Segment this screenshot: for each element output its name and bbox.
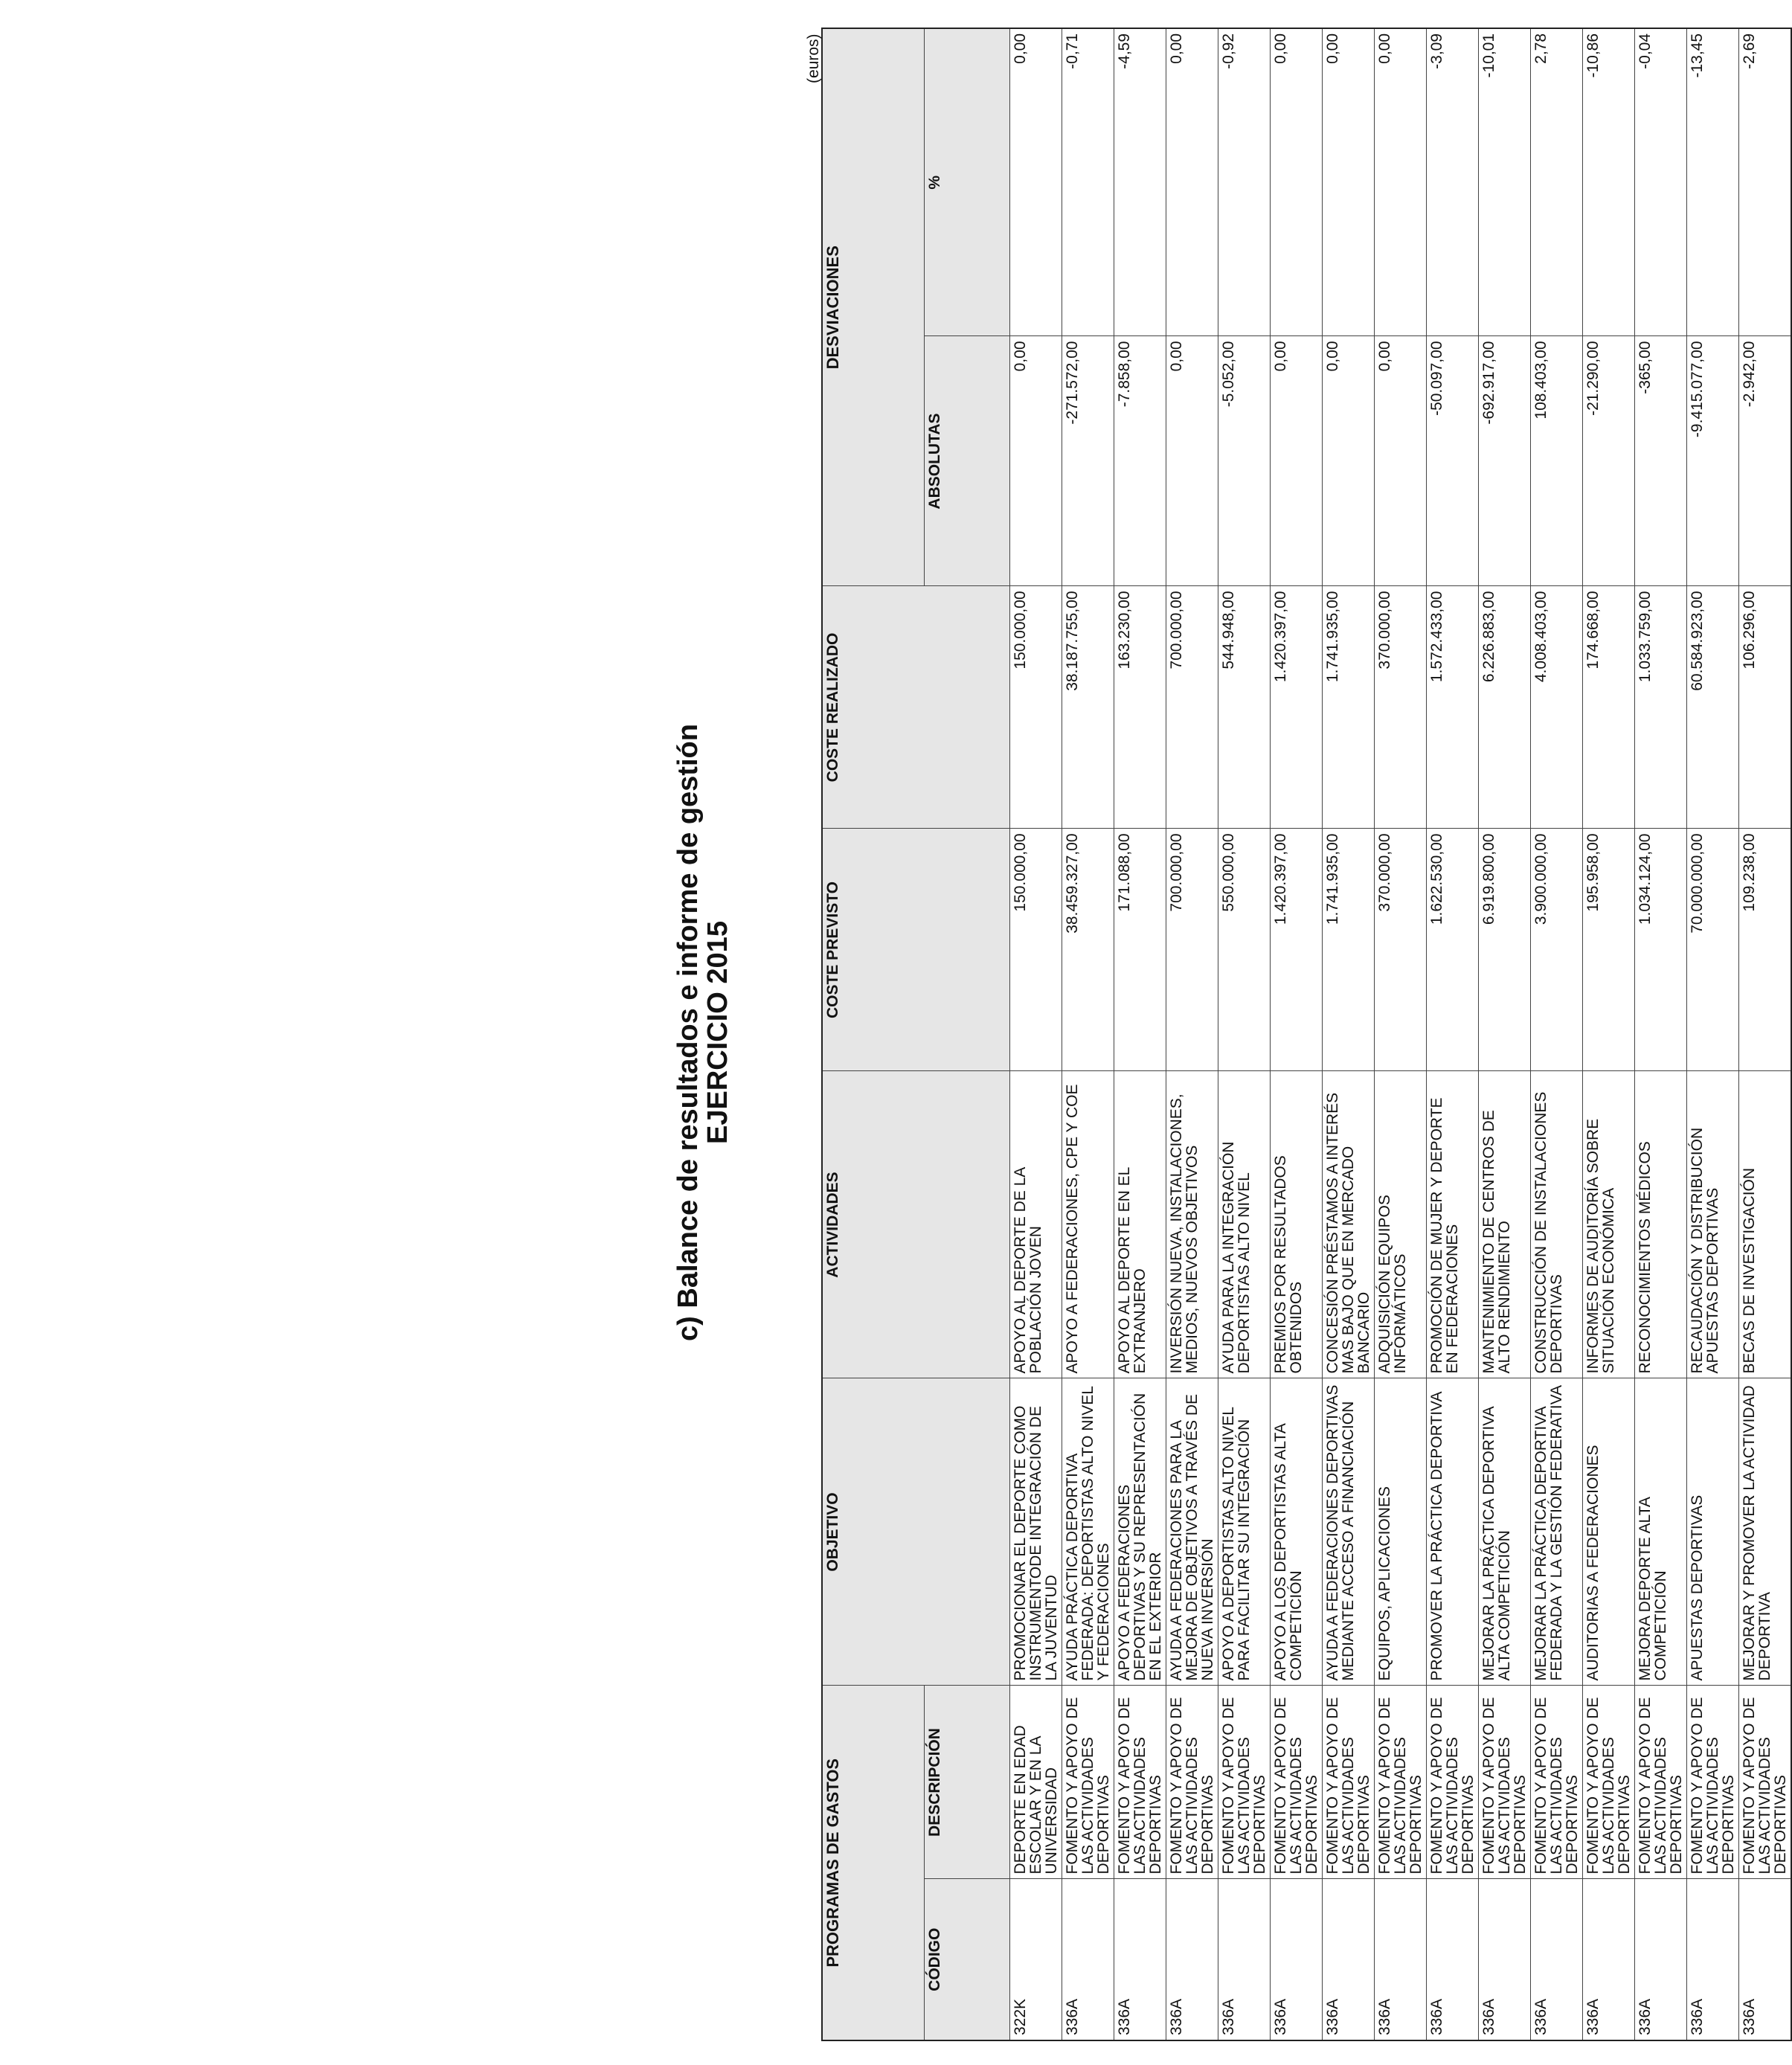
cell-descripcion: FOMENTO Y APOYO DE LAS ACTIVIDADES DEPORTIVAS	[1166, 1686, 1218, 1879]
cell-coste-previsto: 70.000.000,00	[1687, 829, 1739, 1071]
cell-coste-previsto: 109.238,00	[1739, 829, 1792, 1071]
cell-objetivo: AYUDA A FEDERACIONES DEPORTIVAS MEDIANTE ACCESO A FINANCIACIÓN	[1323, 1378, 1375, 1686]
cell-actividades: INVERSIÓN NUEVA, INSTALACIONES, MEDIOS, NUEVOS OBJETIVOS	[1166, 1071, 1218, 1378]
cell-objetivo: EQUIPOS, APLICACIONES	[1375, 1378, 1427, 1686]
table-row	[1583, 28, 1635, 2040]
cell-actividades: PREMIOS POR RESULTADOS OBTENIDOS	[1271, 1071, 1323, 1378]
header-porcentaje: %	[925, 28, 1010, 336]
cell-coste-realizado: 4.008.403,00	[1531, 586, 1583, 829]
table-row	[1062, 28, 1114, 2040]
cell-porcentaje: -4,59	[1114, 28, 1166, 336]
cell-coste-realizado: 163.230,00	[1114, 586, 1166, 829]
cell-codigo: 336A	[1375, 1879, 1427, 2040]
cell-absolutas: -50.097,00	[1427, 336, 1479, 586]
cell-descripcion: FOMENTO Y APOYO DE LAS ACTIVIDADES DEPORTIVAS	[1531, 1686, 1583, 1879]
table-row	[1166, 28, 1218, 2040]
cell-coste-previsto: 171.088,00	[1114, 829, 1166, 1071]
cell-absolutas: 0,00	[1323, 336, 1375, 586]
table-header	[822, 28, 1010, 2040]
cell-porcentaje: -0,92	[1218, 28, 1271, 336]
cell-absolutas: -21.290,00	[1583, 336, 1635, 586]
cell-coste-previsto: 6.919.800,00	[1479, 829, 1531, 1071]
cell-coste-realizado: 6.226.883,00	[1479, 586, 1531, 829]
cell-descripcion: FOMENTO Y APOYO DE LAS ACTIVIDADES DEPORTIVAS	[1271, 1686, 1323, 1879]
cell-objetivo: MEJORA DEPORTE ALTA COMPETICIÓN	[1635, 1378, 1687, 1686]
table-row	[1218, 28, 1271, 2040]
cell-porcentaje: -10,01	[1479, 28, 1531, 336]
cell-coste-realizado: 60.584.923,00	[1687, 586, 1739, 829]
cell-actividades: RECONOCIMIENTOS MÉDICOS	[1635, 1071, 1687, 1378]
cell-objetivo: APUESTAS DEPORTIVAS	[1687, 1378, 1739, 1686]
cell-descripcion: FOMENTO Y APOYO DE LAS ACTIVIDADES DEPORTIVAS	[1427, 1686, 1479, 1879]
cell-porcentaje: -10,86	[1583, 28, 1635, 336]
cell-codigo: 336A	[1271, 1879, 1323, 2040]
header-coste-realizado: COSTE REALIZADO	[822, 586, 1010, 829]
cell-coste-realizado: 1.033.759,00	[1635, 586, 1687, 829]
cell-actividades: APOYO A FEDERACIONES, CPE Y COE	[1062, 1071, 1114, 1378]
cell-codigo: 336A	[1427, 1879, 1479, 2040]
cell-absolutas: -5.052,00	[1218, 336, 1271, 586]
page-subtitle: EJERCICIO 2015	[702, 921, 733, 1144]
cell-actividades: CONCESIÓN PRÉSTAMOS A INTERÉS MAS BAJO QUE EN MERCADO BANCARIO	[1323, 1071, 1375, 1378]
table-row	[1427, 28, 1479, 2040]
cell-actividades: PROMOCIÓN DE MUJER Y DEPORTE EN FEDERACIONES	[1427, 1071, 1479, 1378]
cell-coste-previsto: 1.034.124,00	[1635, 829, 1687, 1071]
cell-porcentaje: 2,78	[1531, 28, 1583, 336]
cell-porcentaje: -2,69	[1739, 28, 1792, 336]
cell-actividades: AYUDA PARA LA INTEGRACIÓN DEPORTISTAS ALTO NIVEL	[1218, 1071, 1271, 1378]
cell-codigo: 336A	[1583, 1879, 1635, 2040]
cell-actividades: RECAUDACIÓN Y DISTRIBUCIÓN APUESTAS DEPORTIVAS	[1687, 1071, 1739, 1378]
table-row	[1114, 28, 1166, 2040]
header-coste-previsto: COSTE PREVISTO	[822, 829, 1010, 1071]
table-row	[1271, 28, 1323, 2040]
cell-objetivo: APOYO A LOS DEPORTISTAS ALTA COMPETICIÓN	[1271, 1378, 1323, 1686]
cell-porcentaje: -0,71	[1062, 28, 1114, 336]
cell-objetivo: AYUDA PRÁCTICA DEPORTIVA FEDERADA: DEPORTISTAS ALTO NIVEL Y FEDERACIONES	[1062, 1378, 1114, 1686]
cell-coste-realizado: 544.948,00	[1218, 586, 1271, 829]
cell-objetivo: MEJORAR Y PROMOVER LA ACTIVIDAD DEPORTIVA	[1739, 1378, 1792, 1686]
cell-descripcion: FOMENTO Y APOYO DE LAS ACTIVIDADES DEPORTIVAS	[1375, 1686, 1427, 1879]
header-descripcion: DESCRIPCIÓN	[925, 1686, 1010, 1879]
cell-coste-realizado: 1.420.397,00	[1271, 586, 1323, 829]
cell-objetivo: PROMOVER LA PRÁCTICA DEPORTIVA	[1427, 1378, 1479, 1686]
cell-porcentaje: 0,00	[1010, 28, 1062, 336]
cell-coste-previsto: 1.741.935,00	[1323, 829, 1375, 1071]
cell-absolutas: -7.858,00	[1114, 336, 1166, 586]
cell-actividades: APOYO AL DEPORTE DE LA POBLACIÓN JOVEN	[1010, 1071, 1062, 1378]
cell-descripcion: FOMENTO Y APOYO DE LAS ACTIVIDADES DEPORTIVAS	[1323, 1686, 1375, 1879]
cell-porcentaje: 0,00	[1271, 28, 1323, 336]
cell-codigo: 336A	[1687, 1879, 1739, 2040]
header-objetivo: OBJETIVO	[822, 1378, 1010, 1686]
header-actividades: ACTIVIDADES	[822, 1071, 1010, 1378]
page-title: c) Balance de resultados e informe de gestión	[672, 724, 704, 1341]
cell-objetivo: APOYO A DEPORTISTAS ALTO NIVEL PARA FACILITAR SU INTEGRACIÓN	[1218, 1378, 1271, 1686]
cell-objetivo: AYUDA A FEDERACIONES PARA LA MEJORA DE OBJETIVOS A TRAVÉS DE NUEVA INVERSIÓN	[1166, 1378, 1218, 1686]
header-programas: PROGRAMAS DE GASTOS	[822, 1686, 925, 2040]
cell-absolutas: -2.942,00	[1739, 336, 1792, 586]
table-row	[1010, 28, 1062, 2040]
cell-coste-realizado: 700.000,00	[1166, 586, 1218, 829]
cell-absolutas: 0,00	[1375, 336, 1427, 586]
table-body	[1010, 28, 1792, 2040]
table-row	[1687, 28, 1739, 2040]
cell-objetivo: MEJORAR LA PRÁCTICA DEPORTIVA ALTA COMPETICIÓN	[1479, 1378, 1531, 1686]
cell-absolutas: 0,00	[1271, 336, 1323, 586]
cell-codigo: 336A	[1739, 1879, 1792, 2040]
table-row	[1635, 28, 1687, 2040]
cell-coste-realizado: 174.668,00	[1583, 586, 1635, 829]
cell-actividades: APOYO AL DEPORTE EN EL EXTRANJERO	[1114, 1071, 1166, 1378]
header-desviaciones: DESVIACIONES	[822, 28, 925, 586]
cell-descripcion: FOMENTO Y APOYO DE LAS ACTIVIDADES DEPORTIVAS	[1114, 1686, 1166, 1879]
cell-absolutas: -271.572,00	[1062, 336, 1114, 586]
cell-absolutas: 0,00	[1010, 336, 1062, 586]
cell-coste-previsto: 38.459.327,00	[1062, 829, 1114, 1071]
cell-coste-previsto: 370.000,00	[1375, 829, 1427, 1071]
cell-actividades: BECAS DE INVESTIGACIÓN	[1739, 1071, 1792, 1378]
results-table	[821, 28, 1792, 2041]
cell-codigo: 322K	[1010, 1879, 1062, 2040]
cell-codigo: 336A	[1218, 1879, 1271, 2040]
cell-absolutas: -692.917,00	[1479, 336, 1531, 586]
cell-coste-previsto: 700.000,00	[1166, 829, 1218, 1071]
cell-actividades: ADQUISICIÓN EQUIPOS INFORMÁTICOS	[1375, 1071, 1427, 1378]
cell-codigo: 336A	[1166, 1879, 1218, 2040]
cell-coste-previsto: 1.420.397,00	[1271, 829, 1323, 1071]
cell-objetivo: APOYO A FEDERACIONES DEPORTIVAS Y SU REPRESENTACIÓN EN EL EXTERIOR	[1114, 1378, 1166, 1686]
cell-descripcion: FOMENTO Y APOYO DE LAS ACTIVIDADES DEPORTIVAS	[1739, 1686, 1792, 1879]
cell-coste-realizado: 1.741.935,00	[1323, 586, 1375, 829]
cell-absolutas: -365,00	[1635, 336, 1687, 586]
cell-descripcion: FOMENTO Y APOYO DE LAS ACTIVIDADES DEPORTIVAS	[1687, 1686, 1739, 1879]
cell-coste-previsto: 550.000,00	[1218, 829, 1271, 1071]
cell-codigo: 336A	[1323, 1879, 1375, 2040]
cell-coste-realizado: 38.187.755,00	[1062, 586, 1114, 829]
header-absolutas: ABSOLUTAS	[925, 336, 1010, 586]
cell-descripcion: FOMENTO Y APOYO DE LAS ACTIVIDADES DEPORTIVAS	[1062, 1686, 1114, 1879]
cell-absolutas: -9.415.077,00	[1687, 336, 1739, 586]
cell-absolutas: 0,00	[1166, 336, 1218, 586]
cell-codigo: 336A	[1635, 1879, 1687, 2040]
cell-coste-realizado: 370.000,00	[1375, 586, 1427, 829]
cell-coste-previsto: 150.000,00	[1010, 829, 1062, 1071]
cell-objetivo: PROMOCIONAR EL DEPORTE COMO INSTRUMENTODE INTEGRACIÓN DE LA JUVENTUD	[1010, 1378, 1062, 1686]
cell-descripcion: FOMENTO Y APOYO DE LAS ACTIVIDADES DEPORTIVAS	[1583, 1686, 1635, 1879]
table-row	[1479, 28, 1531, 2040]
cell-codigo: 336A	[1479, 1879, 1531, 2040]
cell-porcentaje: -0,04	[1635, 28, 1687, 336]
table-row	[1375, 28, 1427, 2040]
cell-descripcion: DEPORTE EN EDAD ESCOLAR Y EN LA UNIVERSIDAD	[1010, 1686, 1062, 1879]
cell-coste-previsto: 1.622.530,00	[1427, 829, 1479, 1071]
cell-porcentaje: 0,00	[1375, 28, 1427, 336]
cell-objetivo: MEJORAR LA PRÁCTICA DEPORTIVA FEDERADA Y LA GESTIÓN FEDERATIVA	[1531, 1378, 1583, 1686]
table-row	[1531, 28, 1583, 2040]
cell-codigo: 336A	[1531, 1879, 1583, 2040]
table-row	[1739, 28, 1792, 2040]
title-block	[673, 0, 733, 2065]
unit-label: (euros)	[805, 33, 822, 83]
cell-coste-realizado: 1.572.433,00	[1427, 586, 1479, 829]
cell-porcentaje: 0,00	[1323, 28, 1375, 336]
cell-coste-realizado: 150.000,00	[1010, 586, 1062, 829]
cell-codigo: 336A	[1062, 1879, 1114, 2040]
header-group-row	[822, 28, 925, 2040]
cell-actividades: INFORMES DE AUDITORÍA SOBRE SITUACIÓN ECONÓMICA	[1583, 1071, 1635, 1378]
cell-descripcion: FOMENTO Y APOYO DE LAS ACTIVIDADES DEPORTIVAS	[1479, 1686, 1531, 1879]
cell-codigo: 336A	[1114, 1879, 1166, 2040]
cell-objetivo: AUDITORIAS A FEDERACIONES	[1583, 1378, 1635, 1686]
cell-coste-previsto: 195.958,00	[1583, 829, 1635, 1071]
cell-actividades: CONSTRUCCIÓN DE INSTALACIONES DEPORTIVAS	[1531, 1071, 1583, 1378]
cell-coste-previsto: 3.900.000,00	[1531, 829, 1583, 1071]
cell-porcentaje: -3,09	[1427, 28, 1479, 336]
header-codigo: CÓDIGO	[925, 1879, 1010, 2040]
cell-descripcion: FOMENTO Y APOYO DE LAS ACTIVIDADES DEPORTIVAS	[1635, 1686, 1687, 1879]
cell-descripcion: FOMENTO Y APOYO DE LAS ACTIVIDADES DEPORTIVAS	[1218, 1686, 1271, 1879]
cell-porcentaje: -13,45	[1687, 28, 1739, 336]
table-row	[1323, 28, 1375, 2040]
cell-coste-realizado: 106.296,00	[1739, 586, 1792, 829]
cell-porcentaje: 0,00	[1166, 28, 1218, 336]
cell-actividades: MANTENIMIENTO DE CENTROS DE ALTO RENDIMIENTO	[1479, 1071, 1531, 1378]
cell-absolutas: 108.403,00	[1531, 336, 1583, 586]
